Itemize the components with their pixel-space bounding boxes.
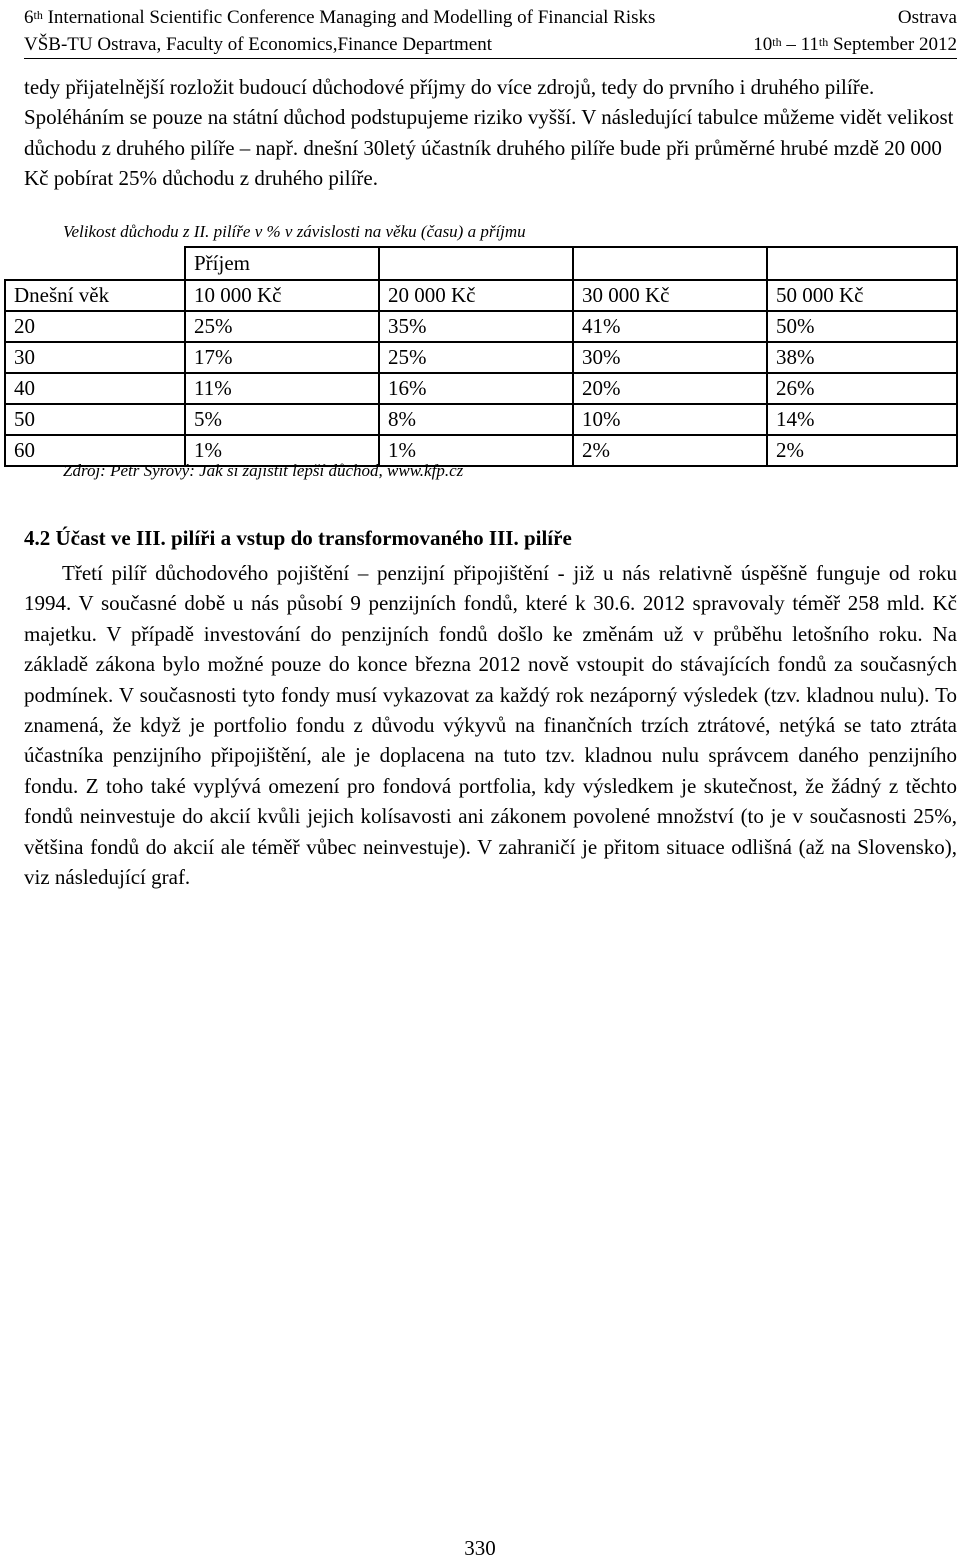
table-cell: 20: [5, 311, 185, 342]
table-cell: 50%: [767, 311, 957, 342]
conference-title: 6th International Scientific Conference Managing and Modelling of Financial Risks: [24, 7, 656, 28]
table-cell: 30: [5, 342, 185, 373]
group-header-cell: Příjem: [185, 247, 379, 280]
header-line-2: [24, 31, 957, 58]
table-cell: 16%: [379, 373, 573, 404]
header-line-1: [24, 4, 957, 31]
table-cell: 20%: [573, 373, 767, 404]
table-row: [5, 311, 957, 342]
table-cell: 50: [5, 404, 185, 435]
table-column-row: [5, 280, 957, 311]
table-cell: 14%: [767, 404, 957, 435]
table-row: [5, 373, 957, 404]
column-header: 10 000 Kč: [185, 280, 379, 311]
page-number: 330: [464, 1536, 496, 1560]
table-cell: 35%: [379, 311, 573, 342]
table-cell: 5%: [185, 404, 379, 435]
table-cell: 25%: [185, 311, 379, 342]
table-cell: 26%: [767, 373, 957, 404]
table-cell: 17%: [185, 342, 379, 373]
table-cell: 10%: [573, 404, 767, 435]
table-cell: 2%: [573, 435, 767, 466]
table-header-row: [5, 247, 957, 280]
table-cell: 8%: [379, 404, 573, 435]
table-cell: 1%: [185, 435, 379, 466]
table-corner-cell: [5, 247, 185, 280]
intro-paragraph: tedy přijatelnější rozložit budoucí důchodové příjmy do více zdrojů, tedy do prvního i druhého pilíře. Spoléháním se pouze na státní důchod podstupujeme riziko vyšší. V následující tabulce můžeme vidět velikost důchodu z druhého pilíře – např. dnešní 30letý účastník druhého pilíře bude při průměrné hrubé mzdě 20 000 Kč pobírat 25% důchodu z druhého pilíře.: [24, 75, 954, 191]
column-header: Dnešní věk: [5, 280, 185, 311]
table-cell: 25%: [379, 342, 573, 373]
table-cell: 38%: [767, 342, 957, 373]
table-cell: 40: [5, 373, 185, 404]
pension-table: [4, 246, 958, 467]
table-row: [5, 404, 957, 435]
column-header: 50 000 Kč: [767, 280, 957, 311]
table-cell: 1%: [379, 435, 573, 466]
table-row: [5, 342, 957, 373]
table-cell: 30%: [573, 342, 767, 373]
table-header-cell: [573, 247, 767, 280]
table-source: Zdroj: Petr Syrový: Jak si zajistit lepší důchod, www.kfp.cz: [63, 461, 464, 480]
section-heading: 4.2 Účast ve III. pilíři a vstup do transformovaného III. pilíře: [24, 526, 572, 550]
column-header: 20 000 Kč: [379, 280, 573, 311]
conference-date: 10th – 11th September 2012: [753, 34, 957, 55]
body-paragraph: Třetí pilíř důchodového pojištění – penzijní připojištění - již u nás relativně úspěšně funguje od roku 1994. V současné době u nás působí 9 penzijních fondů, které k 30.6. 2012 spravovaly téměř 258 mld. Kč majetku. V případě investování do penzijních fondů došlo ke změnám už v průběhu letošního roku. Na základě zákona bylo možné pouze do konce března 2012 nově vstoupit do stávajících fondů za současných podmínek. V současnosti tyto fondy musí vykazovat za každý rok nezáporný výsledek (tzv. kladnou nulu). To znamená, že když je portfolio fondu z důvodu výkyvů na finančních trzích ztrátové, netýká se tato ztráta účastníka penzijního připojištění, ale je doplacena na tuto tzv. kladnou nulu správcem daného penzijního fondu. Z toho také vyplývá omezení pro fondová portfolia, kdy výsledkem je skutečnost, že žádný z těchto fondů neinvestuje do akcií kvůli jejich kolísavosti ani zákonem povolené množství (to je v současnosti 25%, většina fondů do akcií ale téměř vůbec neinvestuje). V zahraničí je přitom situace odlišná (až na Slovensko), viz následující graf.: [24, 561, 957, 890]
column-header: 30 000 Kč: [573, 280, 767, 311]
table-cell: 60: [5, 435, 185, 466]
table-header-cell: [379, 247, 573, 280]
conference-department: VŠB-TU Ostrava, Faculty of Economics,Finance Department: [24, 34, 493, 55]
conference-city: Ostrava: [897, 7, 957, 28]
page-header: [24, 4, 957, 58]
table-caption: Velikost důchodu z II. pilíře v % v závislosti na věku (času) a příjmu: [63, 222, 526, 241]
table-cell: 11%: [185, 373, 379, 404]
table-cell: 41%: [573, 311, 767, 342]
table-cell: 2%: [767, 435, 957, 466]
header-rule: [24, 58, 957, 59]
table-header-cell: [767, 247, 957, 280]
